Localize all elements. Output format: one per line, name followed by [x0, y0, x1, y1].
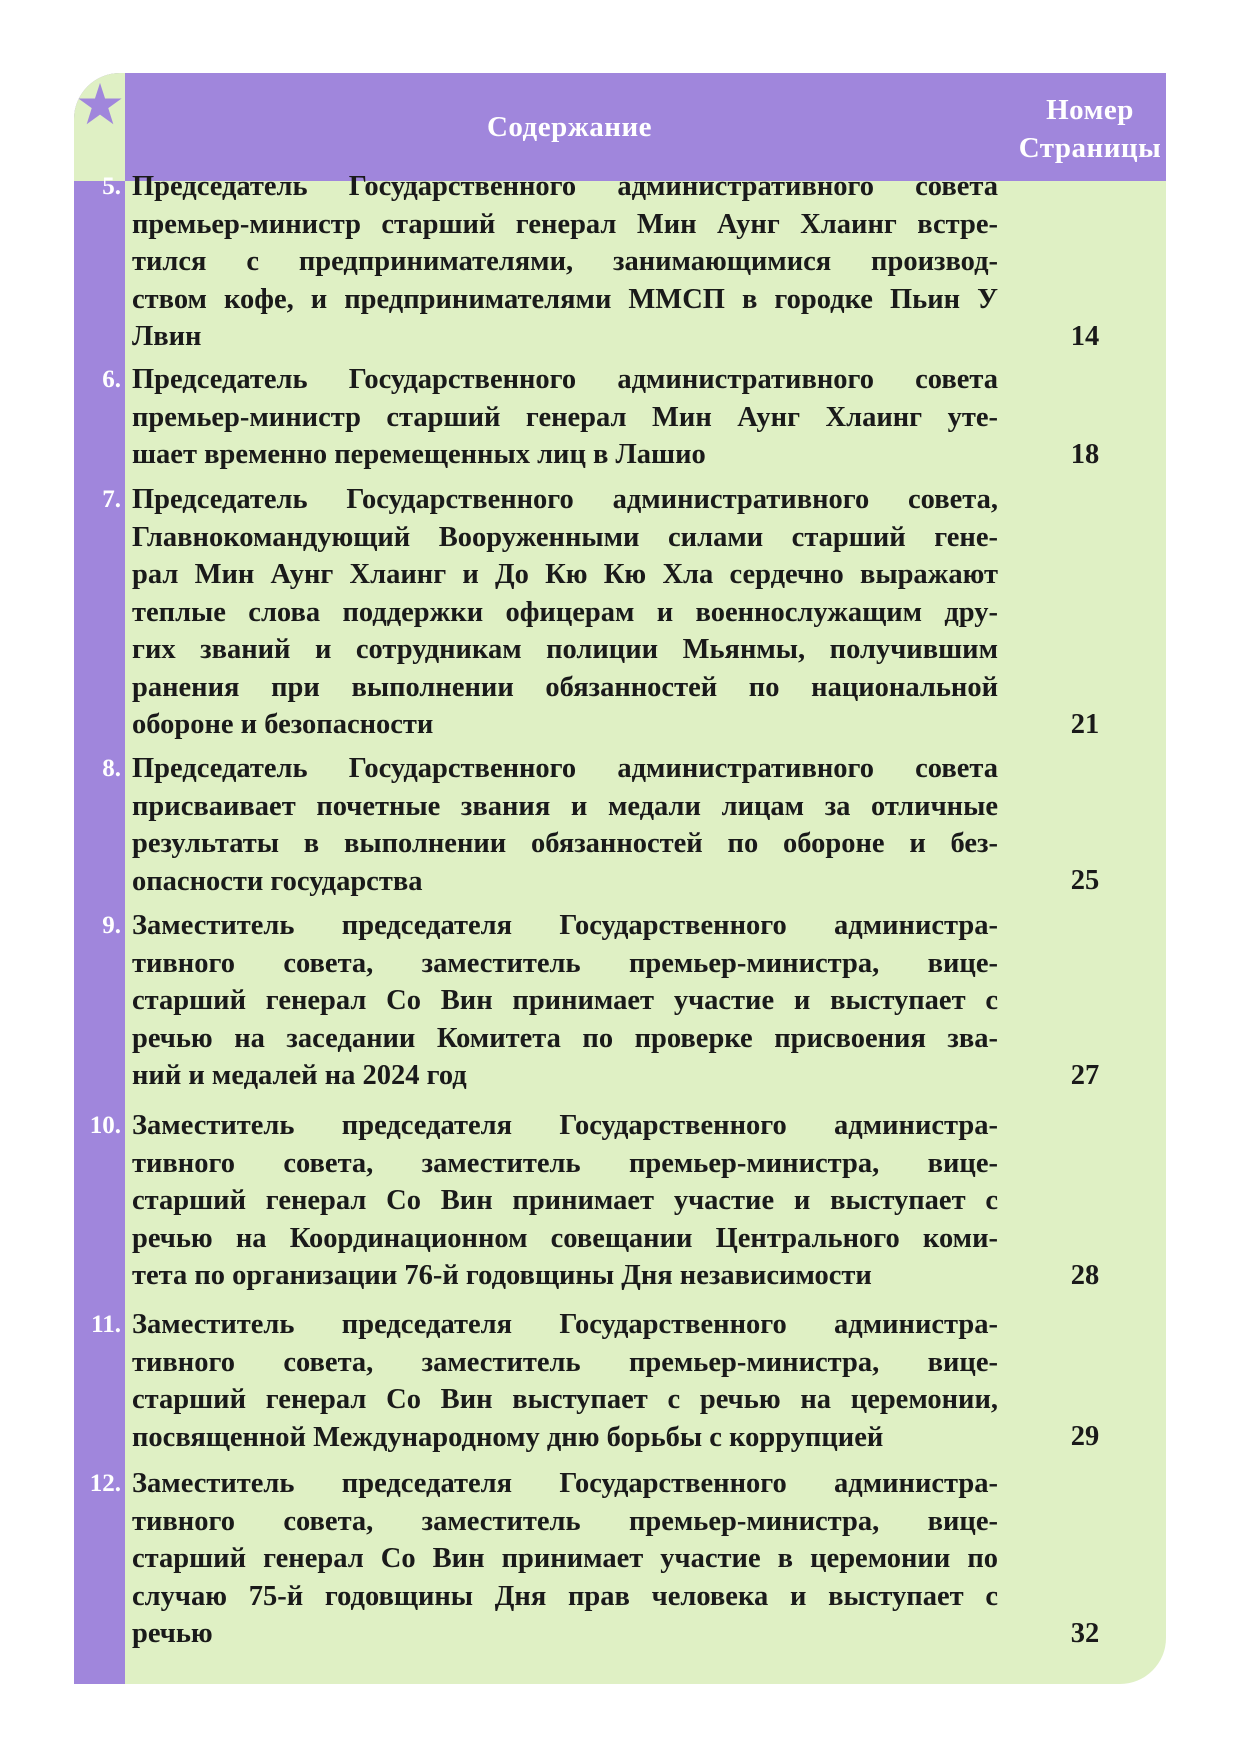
entry-number: 9. [102, 912, 121, 939]
entry-number: 5. [102, 173, 121, 200]
entry-title-line: тился с предпринимателями, занимающимися производ- [132, 246, 998, 277]
entry-title-line: старший генерал Со Вин принимает участие и выступает с [132, 985, 998, 1016]
entry-title-line: Заместитель председателя Государственного администра- [132, 1468, 998, 1499]
entry-title-line: тета по организации 76-й годовщины Дня независимости [132, 1260, 872, 1291]
entry-title-line: речью на заседании Комитета по проверке присвоения зва- [132, 1022, 998, 1054]
entry-number: 7. [102, 486, 121, 513]
entry-title-line: старший генерал Со Вин принимает участие в церемонии по [132, 1543, 998, 1574]
entry-title [132, 1465, 998, 1653]
entry-page: 29 [1070, 1421, 1100, 1452]
header-page-number-line1: Номер [1046, 94, 1134, 126]
entry-title-line: Лвин [132, 321, 202, 352]
entry-title-line: Председатель Государственного административного совета, [132, 484, 998, 515]
entry-page: 27 [1070, 1060, 1100, 1091]
entry-title-line: теплые слова поддержки офицерам и военнослужащим дру- [132, 596, 998, 628]
number-column [74, 73, 125, 1684]
entry-title [132, 1107, 998, 1295]
entry-title-line: Председатель Государственного административного совета [132, 364, 998, 395]
entry-title-line: Заместитель председателя Государственного администра- [132, 910, 998, 941]
entry-title-line: тивного совета, заместитель премьер-министра, вице- [132, 947, 998, 979]
entry-title-line: результаты в выполнении обязанностей по обороне и без- [132, 828, 998, 859]
entry-title-line: присваивает почетные звания и медали лицам за отличные [132, 790, 998, 822]
entry-page: 14 [1070, 321, 1100, 352]
entry-title [132, 907, 998, 1095]
entry-title-line: Председатель Государственного административного совета [132, 753, 998, 784]
entry-title-line: старший генерал Со Вин выступает с речью на церемонии, [132, 1384, 998, 1415]
entry-title-line: тивного совета, заместитель премьер-министра, вице- [132, 1505, 998, 1537]
table-header [125, 73, 1166, 181]
entry-title-line: посвященной Международному дню борьбы с коррупцией [132, 1421, 884, 1453]
entry-number: 12. [89, 1470, 121, 1497]
corner-cell [74, 73, 125, 181]
entry-title-line: премьер-министр старший генерал Мин Аунг Хлаинг уте- [132, 401, 998, 433]
table-of-contents [74, 73, 1166, 1684]
entry-title-line: речью на Координационном совещании Центрального коми- [132, 1222, 998, 1254]
entry-title-line: тивного совета, заместитель премьер-министра, вице- [132, 1147, 998, 1179]
entry-title [132, 168, 998, 356]
entry-title [132, 750, 998, 900]
entry-title-line: речью [132, 1618, 213, 1649]
entry-number: 11. [91, 1311, 121, 1338]
entry-title-line: ством кофе, и предпринимателями ММСП в городке Пьин У [132, 283, 998, 315]
entry-title-line: ранения при выполнении обязанностей по национальной [132, 671, 998, 703]
entry-title-line: рал Мин Аунг Хлаинг и До Кю Кю Хла сердечно выражают [132, 559, 998, 590]
entry-title-line: гих званий и сотрудникам полиции Мьянмы, получившим [132, 634, 998, 665]
entry-page: 25 [1070, 865, 1100, 896]
entry-title-line: шает временно перемещенных лиц в Лашио [132, 439, 706, 470]
entry-title-line: опасности государства [132, 865, 423, 897]
entry-title-line: Главнокомандующий Вооруженными силами старший гене- [132, 521, 998, 553]
header-page-number [1014, 91, 1166, 167]
entry-number: 10. [89, 1112, 121, 1139]
entry-page: 21 [1070, 709, 1100, 740]
entry-title-line: Заместитель председателя Государственного администра- [132, 1309, 998, 1340]
entry-title-line: обороне и безопасности [132, 709, 434, 740]
entry-title [132, 481, 998, 744]
entry-number: 8. [102, 755, 121, 782]
star-icon [77, 81, 123, 127]
header-page-number-line2: Страницы [1018, 132, 1162, 164]
entry-title-line: тивного совета, заместитель премьер-министра, вице- [132, 1346, 998, 1378]
entry-title-line: случаю 75-й годовщины Дня прав человека и выступает с [132, 1580, 998, 1612]
entry-title [132, 361, 998, 474]
entry-page: 32 [1070, 1618, 1100, 1649]
entry-title-line: ний и медалей на 2024 год [132, 1060, 467, 1091]
entry-page: 18 [1070, 439, 1100, 470]
header-title: Содержание [486, 111, 653, 143]
entry-title [132, 1306, 998, 1456]
entry-title-line: премьер-министр старший генерал Мин Аунг Хлаинг встре- [132, 208, 998, 240]
entry-page: 28 [1070, 1260, 1100, 1291]
entry-title-line: Председатель Государственного административного совета [132, 171, 998, 202]
entry-title-line: старший генерал Со Вин принимает участие и выступает с [132, 1185, 998, 1216]
entry-title-line: Заместитель председателя Государственного администра- [132, 1110, 998, 1141]
entry-number: 6. [102, 366, 121, 393]
